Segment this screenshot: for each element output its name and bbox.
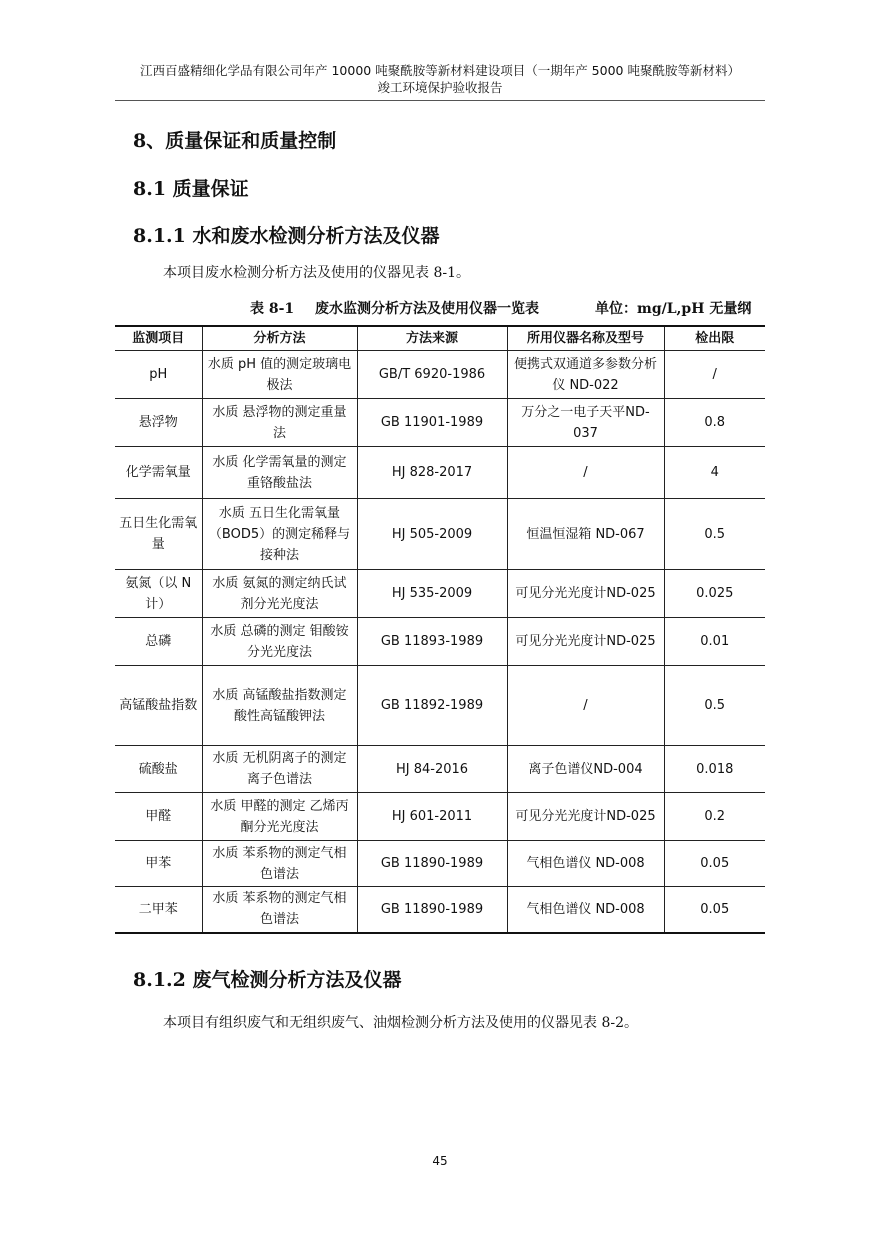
cell-method: 水质 苯系物的测定气相色谱法	[202, 887, 357, 933]
cell-method: 水质 高锰酸盐指数测定 酸性高锰酸钾法	[202, 666, 357, 746]
header-method: 分析方法	[202, 326, 357, 351]
cell-instrument: /	[507, 447, 664, 499]
cell-instrument: 可见分光光度计ND-025	[507, 618, 664, 666]
cell-item: 五日生化需氧量	[115, 499, 202, 570]
cell-source: HJ 828-2017	[357, 447, 507, 499]
section-heading-8: 8、质量保证和质量控制	[133, 130, 337, 152]
cell-item: 甲醛	[115, 793, 202, 841]
cell-item: 高锰酸盐指数	[115, 666, 202, 746]
cell-limit: 0.5	[664, 666, 765, 746]
table-unit: 单位：mg/L,pH 无量纲	[595, 301, 752, 317]
table-row	[115, 618, 765, 666]
cell-limit: 0.05	[664, 887, 765, 933]
cell-method: 水质 总磷的测定 钼酸铵分光光度法	[202, 618, 357, 666]
header-source: 方法来源	[357, 326, 507, 351]
cell-limit: 0.8	[664, 399, 765, 447]
header-divider	[115, 100, 765, 101]
wastewater-methods-table	[115, 325, 765, 934]
header-report-title: 竣工环境保护验收报告	[377, 80, 503, 95]
cell-source: HJ 505-2009	[357, 499, 507, 570]
paragraph-table-reference: 本项目废水检测分析方法及使用的仪器见表 8-1。	[163, 265, 470, 281]
cell-instrument: 气相色谱仪 ND-008	[507, 841, 664, 887]
cell-source: HJ 601-2011	[357, 793, 507, 841]
section-heading-8-1-1: 8.1.1 水和废水检测分析方法及仪器	[133, 225, 440, 247]
header-instrument: 所用仪器名称及型号	[507, 326, 664, 351]
cell-instrument: 万分之一电子天平ND-037	[507, 399, 664, 447]
header-project-title: 江西百盛精细化学品有限公司年产 10000 吨聚酰胺等新材料建设项目（一期年产 5000 吨聚酰胺等新材料）	[140, 63, 740, 78]
cell-limit: 0.01	[664, 618, 765, 666]
cell-item: 硫酸盐	[115, 746, 202, 793]
paragraph-table-reference-2: 本项目有组织废气和无组织废气、油烟检测分析方法及使用的仪器见表 8-2。	[163, 1015, 638, 1031]
page-number: 45	[432, 1154, 448, 1168]
cell-limit: 0.5	[664, 499, 765, 570]
cell-method: 水质 悬浮物的测定重量法	[202, 399, 357, 447]
cell-item: 甲苯	[115, 841, 202, 887]
table-row	[115, 746, 765, 793]
cell-instrument: 便携式双通道多参数分析仪 ND-022	[507, 351, 664, 399]
table-row	[115, 570, 765, 618]
header-limit: 检出限	[664, 326, 765, 351]
cell-item: 氨氮（以 N 计）	[115, 570, 202, 618]
cell-item: 二甲苯	[115, 887, 202, 933]
table-row	[115, 499, 765, 570]
cell-method: 水质 五日生化需氧量（BOD5）的测定稀释与接种法	[202, 499, 357, 570]
section-heading-8-1: 8.1 质量保证	[133, 178, 249, 200]
page-header	[0, 62, 880, 96]
table-row	[115, 793, 765, 841]
cell-instrument: 可见分光光度计ND-025	[507, 793, 664, 841]
table-row	[115, 887, 765, 933]
table-number: 表 8-1	[250, 301, 295, 317]
cell-item: 悬浮物	[115, 399, 202, 447]
table-row	[115, 666, 765, 746]
table-header-row	[115, 326, 765, 351]
cell-method: 水质 苯系物的测定气相色谱法	[202, 841, 357, 887]
table-row	[115, 447, 765, 499]
cell-source: HJ 535-2009	[357, 570, 507, 618]
cell-limit: 0.05	[664, 841, 765, 887]
cell-method: 水质 氨氮的测定纳氏试剂分光光度法	[202, 570, 357, 618]
table-row	[115, 841, 765, 887]
table-title: 废水监测分析方法及使用仪器一览表	[315, 301, 539, 317]
cell-method: 水质 化学需氧量的测定 重铬酸盐法	[202, 447, 357, 499]
cell-instrument: 可见分光光度计ND-025	[507, 570, 664, 618]
cell-instrument: 离子色谱仪ND-004	[507, 746, 664, 793]
cell-limit: 4	[664, 447, 765, 499]
cell-source: GB 11890-1989	[357, 841, 507, 887]
cell-instrument: 气相色谱仪 ND-008	[507, 887, 664, 933]
cell-instrument: 恒温恒湿箱 ND-067	[507, 499, 664, 570]
cell-method: 水质 无机阴离子的测定 离子色谱法	[202, 746, 357, 793]
cell-limit: 0.018	[664, 746, 765, 793]
cell-source: GB 11901-1989	[357, 399, 507, 447]
cell-source: GB 11892-1989	[357, 666, 507, 746]
cell-source: HJ 84-2016	[357, 746, 507, 793]
cell-instrument: /	[507, 666, 664, 746]
table-row	[115, 399, 765, 447]
cell-method: 水质 甲醛的测定 乙烯丙酮分光光度法	[202, 793, 357, 841]
cell-item: pH	[115, 351, 202, 399]
cell-item: 总磷	[115, 618, 202, 666]
header-item: 监测项目	[115, 326, 202, 351]
cell-source: GB/T 6920-1986	[357, 351, 507, 399]
cell-limit: /	[664, 351, 765, 399]
cell-limit: 0.025	[664, 570, 765, 618]
cell-source: GB 11893-1989	[357, 618, 507, 666]
cell-method: 水质 pH 值的测定玻璃电极法	[202, 351, 357, 399]
table-row	[115, 351, 765, 399]
cell-item: 化学需氧量	[115, 447, 202, 499]
cell-source: GB 11890-1989	[357, 887, 507, 933]
cell-limit: 0.2	[664, 793, 765, 841]
section-heading-8-1-2: 8.1.2 废气检测分析方法及仪器	[133, 969, 402, 991]
